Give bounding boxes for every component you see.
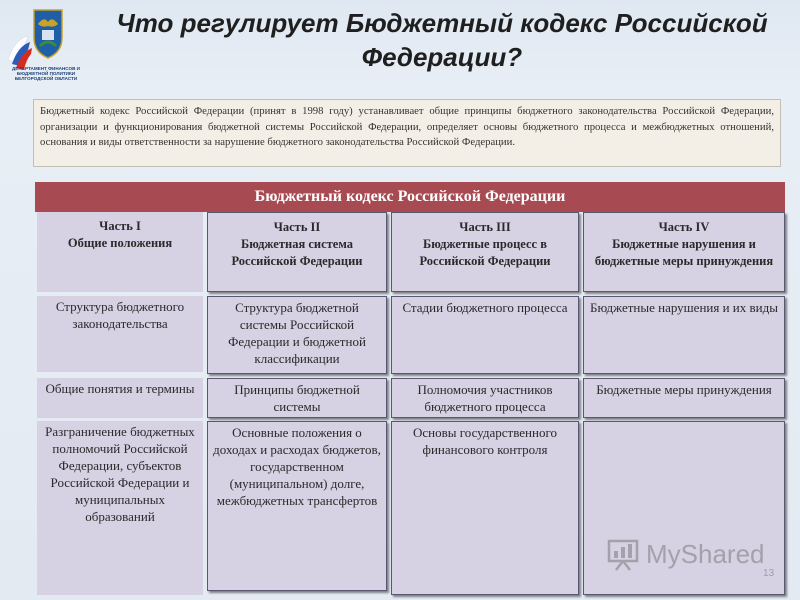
part-1-header: Часть I Общие положения xyxy=(37,212,203,292)
part-4-item-2: Бюджетные меры принуждения xyxy=(583,378,785,418)
part-3-item-3: Основы государственного финансового контроля xyxy=(391,421,579,595)
part-1-item-1: Структура бюджетного законодательства xyxy=(37,296,203,372)
page-number: 13 xyxy=(763,568,775,579)
part-1-item-3: Разграничение бюджетных полномочий Российской Федерации, субъектов Российской Федерации и муниципальных образований xyxy=(37,421,203,595)
intro-text: Бюджетный кодекс Российской Федерации (принят в 1998 году) устанавливает общие принципы бюджетного законодательства Российской Федерации, организации и функционирования бюджетной системы Российской Федерации, определяет основы бюджетного процесса и межбюджетных отношений, основания и виды ответственности за нарушение бюджетного законодательства Российской Федерации. xyxy=(33,99,781,167)
presentation-board-icon xyxy=(606,537,640,571)
part-4-header: Часть IV Бюджетные нарушения и бюджетные меры принуждения xyxy=(583,212,785,292)
part-2-item-3: Основные положения о доходах и расходах бюджетов, государственном (муниципальном) долге, межбюджетных трансфертов xyxy=(207,421,387,591)
part-4-item-1: Бюджетные нарушения и их виды xyxy=(583,296,785,374)
page-title: Что регулирует Бюджетный кодекс Российской Федерации? xyxy=(116,8,768,72)
part-2-item-1: Структура бюджетной системы Российской Федерации и бюджетной классификации xyxy=(207,296,387,374)
part-3-item-1: Стадии бюджетного процесса xyxy=(391,296,579,374)
watermark-text: MyShared xyxy=(646,538,765,569)
part-2-header: Часть II Бюджетная система Российской Федерации xyxy=(207,212,387,292)
code-banner: Бюджетный кодекс Российской Федерации xyxy=(35,182,785,212)
part-1-item-2: Общие понятия и термины xyxy=(37,378,203,418)
part-3-item-2: Полномочия участников бюджетного процесса xyxy=(391,378,579,418)
part-3-header: Часть III Бюджетные процесс в Российской Федерации xyxy=(391,212,579,292)
part-2-item-2: Принципы бюджетной системы xyxy=(207,378,387,418)
logo-caption: ДЕПАРТАМЕНТ ФИНАНСОВ И БЮДЖЕТНОЙ ПОЛИТИКИ БЕЛГОРОДСКОЙ ОБЛАСТИ xyxy=(12,66,80,82)
watermark xyxy=(606,536,765,572)
